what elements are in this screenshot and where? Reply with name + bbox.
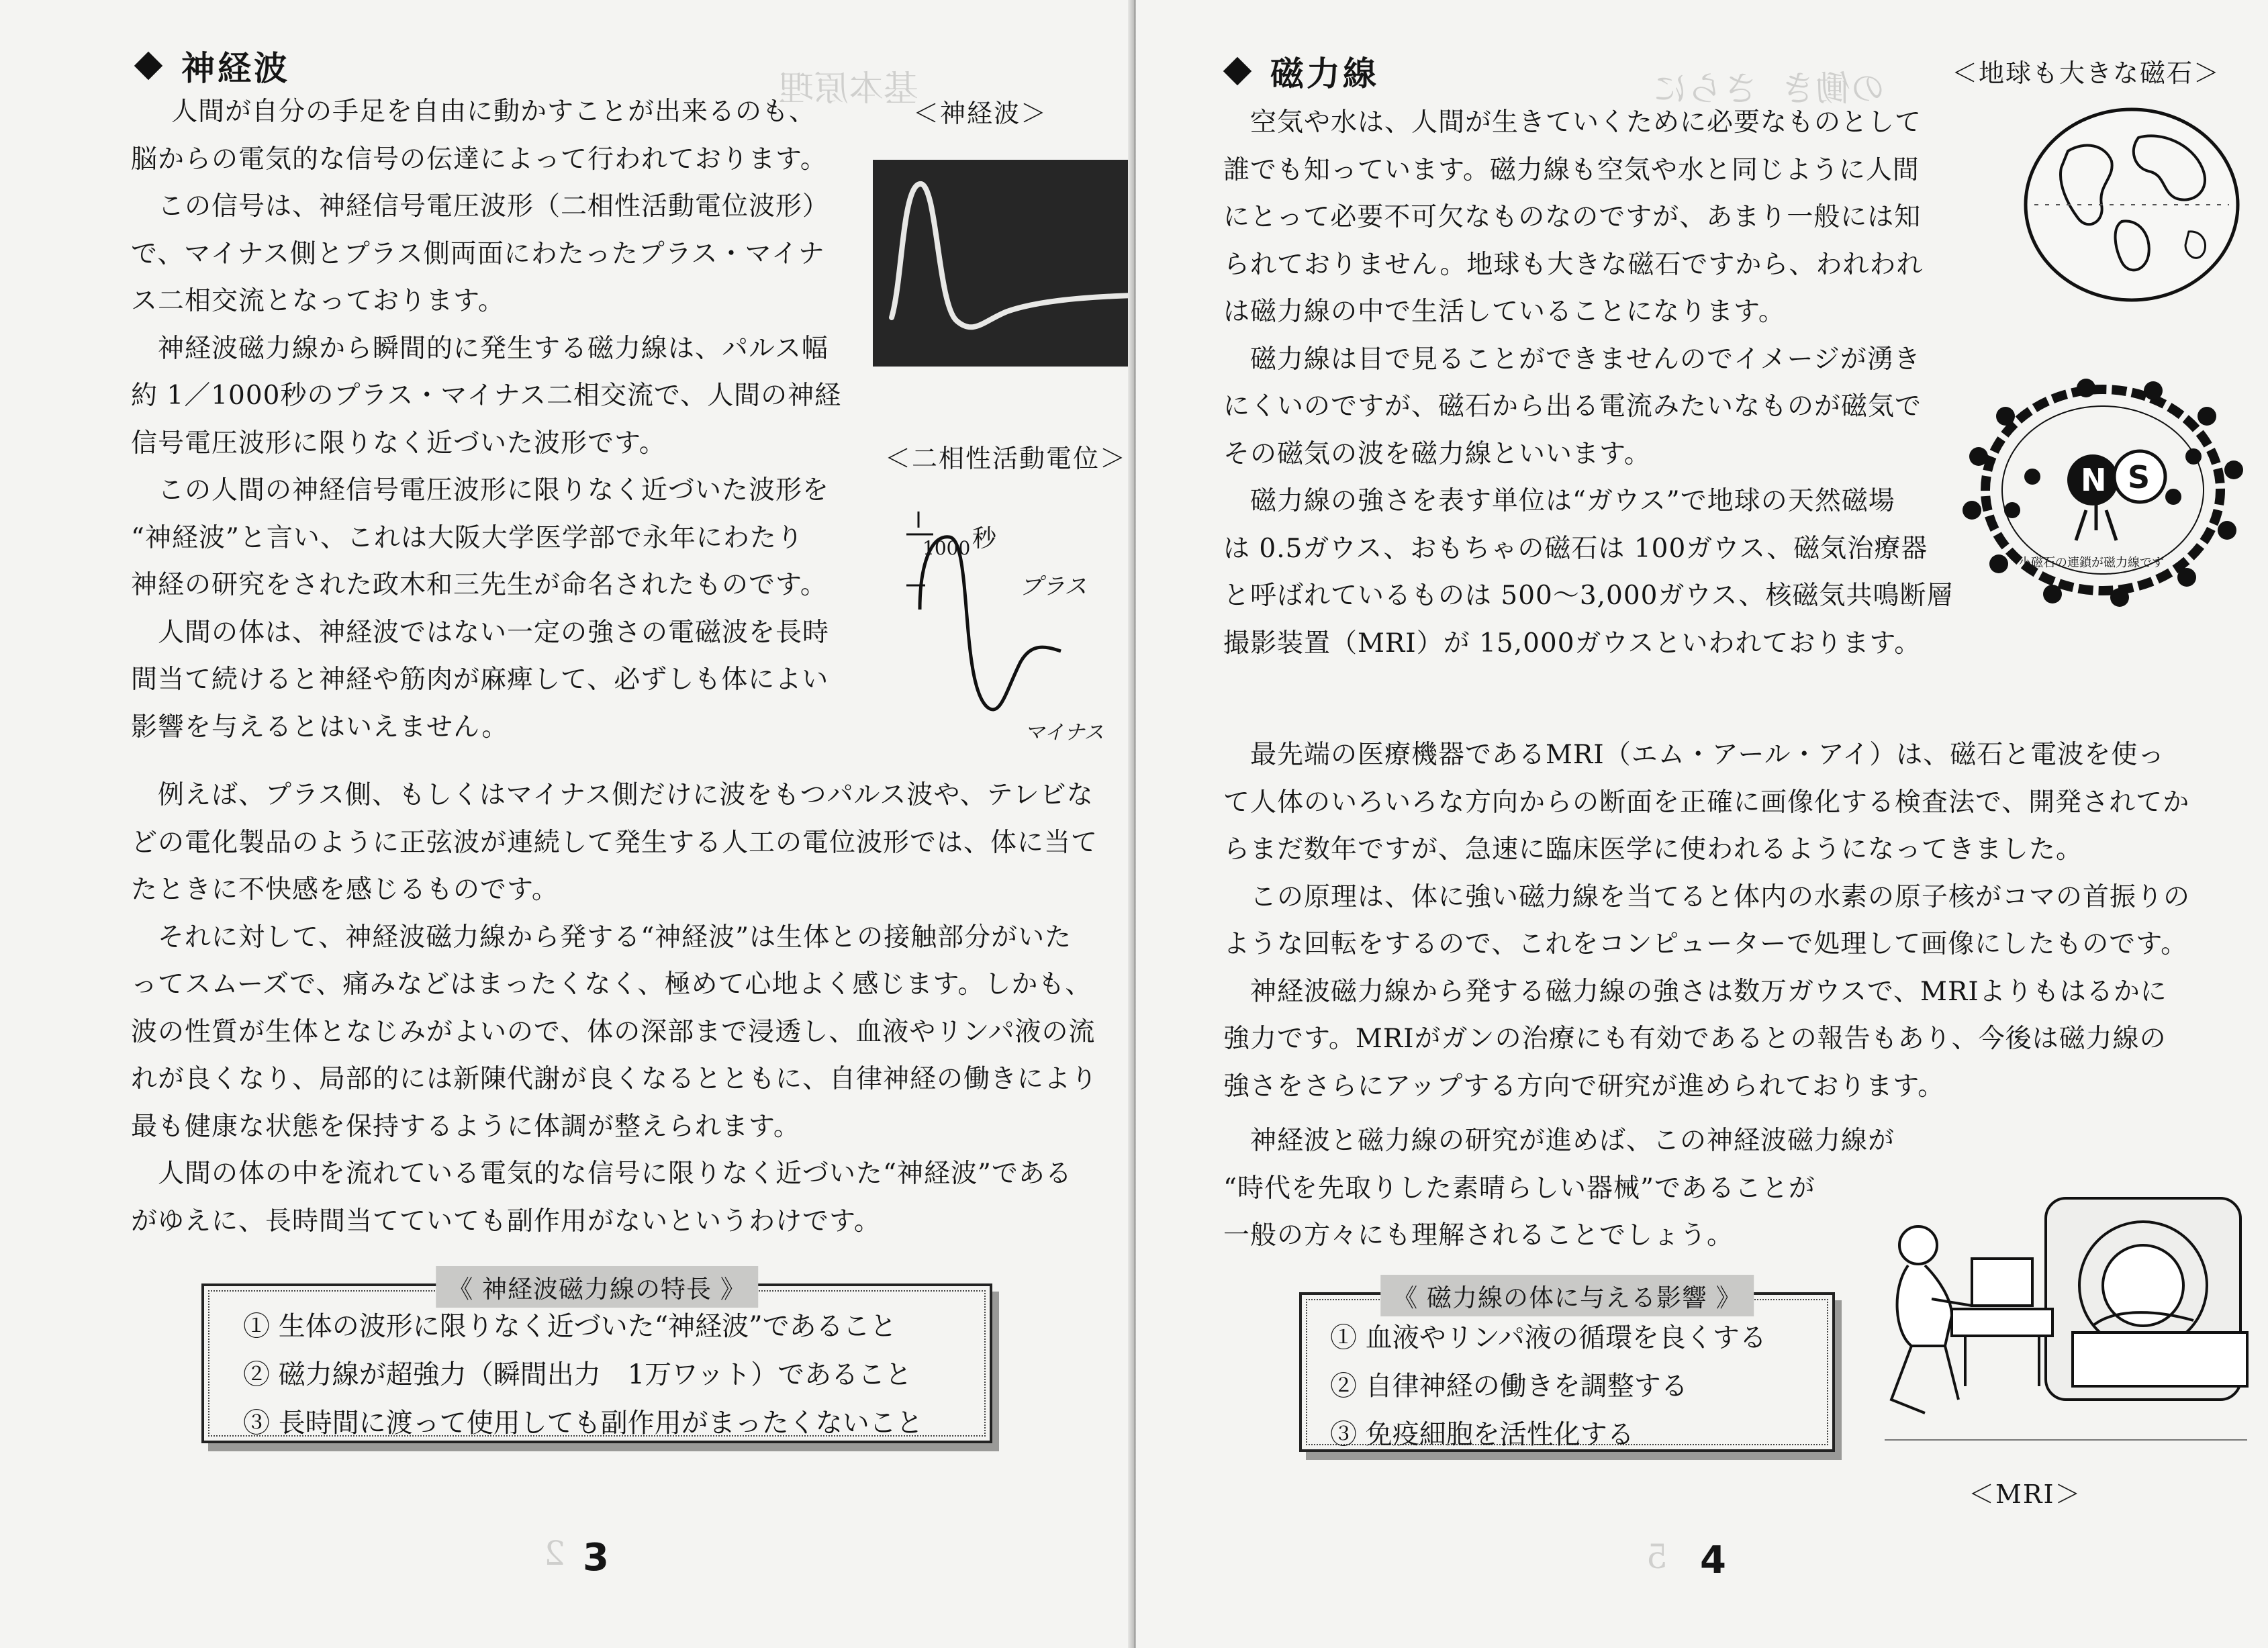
right-body-closing — [1223, 1118, 1895, 1260]
list-item: ① 生体の波形に限りなく近づいた“神経波”であること — [243, 1311, 897, 1342]
right-body-narrow — [1223, 99, 1954, 667]
biphasic-potential-graph — [893, 502, 1133, 757]
list-item: ③ 免疫細胞を活性化する — [1330, 1419, 1634, 1450]
left-body-wide — [131, 772, 1098, 1245]
paragraph: 神経波磁力線から発する磁力線の強さは数万ガウスで、MRIよりもはるかに 強力です。MRIがガンの治療にも有効であるとの報告もあり、今後は磁力線の 強さをさらにアップする方向で研究が進められております。 — [1223, 976, 2167, 1102]
paragraph: 人間が自分の手足を自由に動かすことが出来るのも、 脳からの電気的な信号の伝達によって行われております。 — [131, 97, 827, 175]
bleed-through-subtitle-2: の働き — [1781, 69, 1886, 109]
paragraph: それに対して、神経波磁力線から発する“神経波”は生体との接触部分がいた ってスムーズで、痛みなどはまったくなく、極めて心地よく感じます。しかも、 波の性質が生体となじみがよいので、体の深部まで浸透し、血液やリンパ液の流 れが良くなり、局部的には新陳代謝が良くなるとともに、自律神経の働きにより 最も健康な状態を保持するように体調が整えられます。 — [131, 922, 1098, 1142]
paragraph: この人間の神経信号電圧波形に限りなく近づいた波形を “神経波”と言い、これは大阪大学医学部で永年にわたり 神経の研究をされた政木和三先生が命名されたものです。 — [131, 475, 830, 600]
right-body-wide — [1223, 732, 2190, 1110]
mri-caption: ＜MRI＞ — [1969, 1480, 2082, 1509]
biphasic-caption: ＜二相性活動電位＞ — [885, 444, 1127, 473]
features-list — [243, 1302, 923, 1447]
list-item: ① 血液やリンパ液の循環を良くする — [1330, 1322, 1766, 1353]
neural-wave-curve — [873, 160, 1133, 367]
paragraph: この原理は、体に強い磁力線を当てると体内の水素の原子核がコマの首振りの ような回転をするので、これをコンピューターで処理して画像にしたものです。 — [1223, 881, 2191, 959]
list-item: ③ 長時間に渡って使用しても副作用がまったくないこと — [243, 1408, 923, 1439]
graph-scale-label: 1000 — [923, 537, 971, 559]
page-number: 3 — [583, 1536, 609, 1580]
paragraph: 磁力線は目で見ることができませんのでイメージが湧き にくいのですが、磁石から出る電流みたいなものが磁気で その磁気の波を磁力線といいます。 — [1223, 344, 1922, 469]
wave-caption: ＜神経波＞ — [913, 99, 1048, 128]
features-box-title: 《 神経波磁力線の特長 》 — [436, 1266, 758, 1308]
left-body-narrow — [131, 89, 841, 751]
features-box — [201, 1275, 992, 1443]
effects-box-title: 《 磁力線の体に与える影響 》 — [1380, 1275, 1754, 1316]
diamond-bullet-icon — [1223, 57, 1251, 85]
globe-icon — [2021, 104, 2242, 305]
magnet-pole-n: N — [2081, 462, 2107, 498]
paragraph: 神経波磁力線から瞬間的に発生する磁力線は、パルス幅 約 1／1000秒のプラス・マイナス二相交流で、人間の神経 信号電圧波形に限りなく近づいた波形です。 — [131, 333, 842, 458]
bleed-through-page-number: 5 — [1646, 1537, 1668, 1576]
section-heading-magnetic-lines — [1223, 47, 1379, 95]
paragraph: 磁力線の強さを表す単位は“ガウス”で地球の天然磁場 は 0.5ガウス、おもちゃの磁石は 100ガウス、磁気治療器 と呼ばれているものは 500～3,000ガウス、核磁気共鳴断層 撮影装置（MRI）が 15,000ガウスといわれております。 — [1223, 486, 1954, 659]
effects-list — [1330, 1314, 1766, 1459]
graph-unit-label: 秒 — [972, 525, 997, 552]
graph-minus-label: マイナス — [1025, 721, 1104, 744]
graph-plus-label: プラス — [1019, 573, 1087, 600]
paragraph: 最先端の医療機器であるMRI（エム・アール・アイ）は、磁石と電波を使っ て人体のいろいろな方向からの断面を正確に画像化する検査法で、開発されてか らまだ数年ですが、急速に臨床医学に使われるようになってきました。 — [1223, 740, 2190, 865]
heading-text: 神経波 — [181, 49, 290, 88]
paragraph: 人間の体の中を流れている電気的な信号に限りなく近づいた“神経波”である がゆえに、長時間当てていても副作用がないというわけです。 — [131, 1159, 1072, 1237]
paragraph: 空気や水は、人間が生きていくために必要なものとして 誰でも知っています。磁力線も空気や水と同じように人間 にとって必要不可欠なものなのですが、あまり一般には知 られておりません。地球も大きな磁石ですから、われわれ は磁力線の中で生活していることになります。 — [1223, 107, 1924, 327]
magnet-chain-caption: 小磁石の連鎖が磁力線です — [2019, 556, 2164, 570]
diamond-bullet-icon — [134, 52, 162, 80]
mri-illustration-icon — [1871, 1171, 2254, 1453]
right-page — [1136, 0, 2268, 1648]
paragraph: 人間の体は、神経波ではない一定の強さの電磁波を長時 間当て続けると神経や筋肉が麻痺して、必ずしも体によい 影響を与えるとはいえません。 — [131, 617, 830, 742]
section-heading-neural-wave — [134, 42, 290, 90]
neural-wave-figure — [873, 160, 1133, 367]
left-page — [0, 0, 1133, 1648]
paragraph: この信号は、神経信号電圧波形（二相性活動電位波形） で、マイナス側とプラス側両面にわたったプラス・マイナ ス二相交流となっております。 — [131, 191, 830, 316]
earth-caption: ＜地球も大きな磁石＞ — [1952, 58, 2221, 88]
effects-box — [1299, 1283, 1835, 1452]
heading-text: 磁力線 — [1270, 54, 1379, 93]
bleed-through-subtitle: さらに — [1653, 69, 1758, 109]
list-item: ② 自律神経の働きを調整する — [1330, 1371, 1688, 1402]
magnet-chain-illustration — [1952, 376, 2254, 611]
paragraph: 神経波と磁力線の研究が進めば、この神経波磁力線が “時代を先取りした素晴らしい器械”であることが 一般の方々にも理解されることでしょう。 — [1223, 1126, 1895, 1251]
magnet-pole-s: S — [2128, 459, 2151, 495]
bleed-through-title: 基本原理 — [779, 69, 919, 109]
paragraph: 例えば、プラス側、もしくはマイナス側だけに波をもつパルス波や、テレビな どの電化製品のように正弦波が連続して発生する人工の電位波形では、体に当て たときに不快感を感じるものです。 — [131, 780, 1098, 905]
list-item: ② 磁力線が超強力（瞬間出力 1万ワット）であること — [243, 1359, 912, 1390]
bleed-through-page-number: 2 — [544, 1534, 565, 1573]
page-number: 4 — [1700, 1539, 1726, 1582]
